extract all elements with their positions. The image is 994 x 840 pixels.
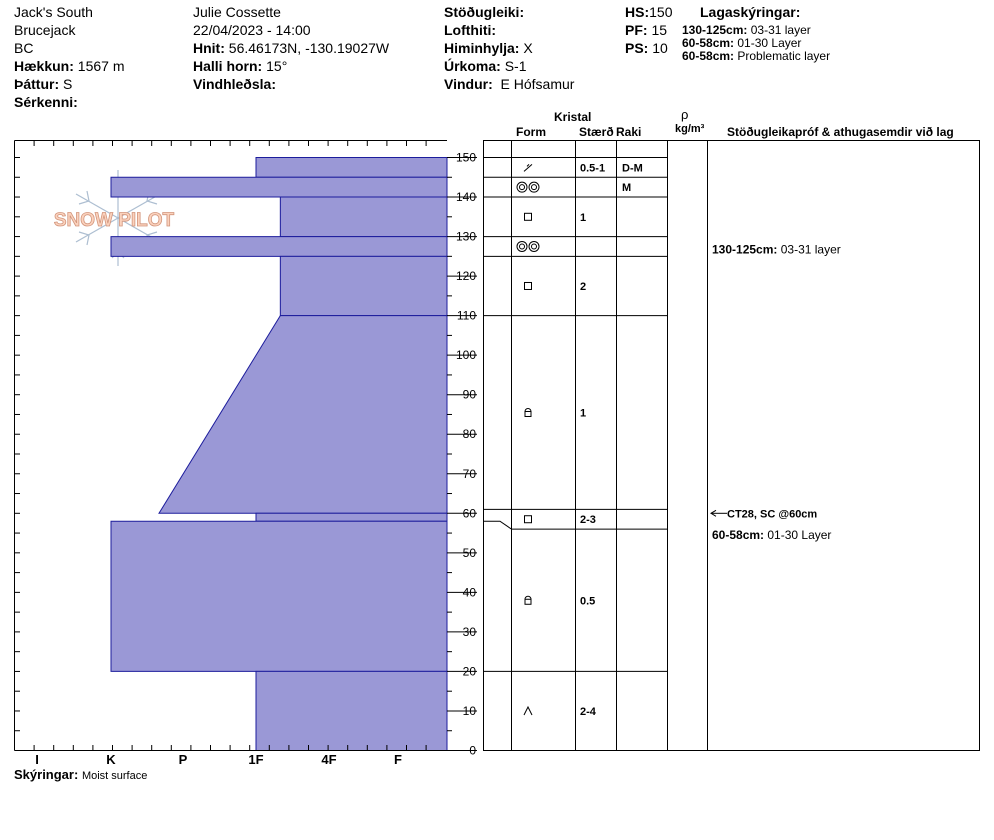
hardness-layer xyxy=(111,237,447,257)
layer-size: 1 xyxy=(580,407,587,420)
hardness-tick-label: K xyxy=(106,752,116,767)
layer-note-range: 130-125cm: xyxy=(682,23,748,37)
layer-note-text: 01-30 Layer xyxy=(737,36,802,50)
observer: Julie Cossette xyxy=(193,4,281,20)
area: Brucejack xyxy=(14,22,76,38)
depth-tick-label: 50 xyxy=(462,545,476,560)
layer-size: 1 xyxy=(580,211,587,224)
depth-tick-label: 150 xyxy=(455,150,476,165)
coords-value: 56.46173N, -130.19027W xyxy=(228,40,390,56)
square-shape xyxy=(525,213,532,220)
faceted-icon xyxy=(525,213,532,220)
layer-size: 2-3 xyxy=(580,514,596,527)
stability-label: Stöðugleiki: xyxy=(444,4,525,20)
layer-size: 0.5-1 xyxy=(580,162,606,175)
location: Jack's South xyxy=(14,4,93,20)
wind-label: Vindur: xyxy=(444,76,493,92)
comments-label: Skýringar: xyxy=(14,767,79,782)
layer-annotation xyxy=(712,528,831,542)
depth-tick-label: 40 xyxy=(462,585,476,600)
precip-value: S-1 xyxy=(504,58,527,74)
hardness-layer xyxy=(111,521,447,671)
hardness-tick-labels xyxy=(35,752,402,767)
melt-circle xyxy=(517,241,527,251)
aspect-value: S xyxy=(63,76,73,92)
layer-connector xyxy=(484,521,512,529)
hardness-tick-label: F xyxy=(394,752,402,767)
melt-circle xyxy=(529,182,539,192)
datetime: 22/04/2023 - 14:00 xyxy=(193,22,311,38)
pf-value: 15 xyxy=(651,22,668,38)
hardness-layer xyxy=(280,197,447,237)
decomposing-fragments-icon xyxy=(524,164,532,171)
pf-label: PF: xyxy=(625,22,648,38)
wind-loading-label: Vindhleðsla: xyxy=(193,76,276,92)
depth-tick-label: 10 xyxy=(462,703,476,718)
crystal-header: Kristal xyxy=(554,110,592,124)
fragment-stroke xyxy=(527,164,529,166)
depth-tick-label: 100 xyxy=(455,348,476,363)
hs-label: HS: xyxy=(625,4,650,20)
depth-tick-label: 20 xyxy=(462,664,476,679)
slope-label: Halli horn: xyxy=(193,58,263,74)
layer-notes-title: Lagaskýringar: xyxy=(700,4,801,20)
ps-value: 10 xyxy=(652,40,668,56)
depth-tick-label: 70 xyxy=(462,466,476,481)
layer-size: 2-4 xyxy=(580,705,596,718)
elevation-label: Hækkun: xyxy=(14,58,74,74)
region: BC xyxy=(14,40,34,56)
layer-annotations xyxy=(711,242,841,542)
hardness-layer xyxy=(159,316,447,514)
caret-shape xyxy=(524,707,532,715)
moisture-header: Raki xyxy=(616,125,642,139)
tests-header: Stöðugleikapróf & athugasemdir við lag xyxy=(727,125,954,139)
annotation-range: 60-58cm: xyxy=(712,528,765,543)
depth-tick-label: 140 xyxy=(455,190,476,205)
hardness-layer xyxy=(256,158,447,178)
layer-moisture: D-M xyxy=(622,162,643,175)
hardness-layer xyxy=(280,256,447,315)
square-shape xyxy=(525,599,531,604)
hardness-layer xyxy=(256,513,447,521)
rho-header: ρ xyxy=(681,107,689,122)
hardness-tick-label: I xyxy=(35,752,39,767)
square-shape xyxy=(525,411,531,416)
annotation-range: 130-125cm: xyxy=(712,242,778,257)
depth-tick-label: 130 xyxy=(455,229,476,244)
faceted-rounding-icon xyxy=(525,408,531,416)
hardness-profile xyxy=(111,158,447,751)
size-header: Stærð xyxy=(579,125,614,139)
depth-tick-label: 90 xyxy=(462,387,476,402)
faceted-icon xyxy=(525,516,532,523)
precip-label: Úrkoma: xyxy=(444,58,501,74)
annotation-text: 01-30 Layer xyxy=(764,528,832,543)
depth-tick-label: 80 xyxy=(462,427,476,442)
layer-moisture: M xyxy=(622,182,632,195)
layer-note-text: Problematic layer xyxy=(737,49,831,63)
table-frame xyxy=(484,141,980,751)
melt-circle-inner xyxy=(520,185,525,190)
form-header: Form xyxy=(516,125,546,139)
hardness-tick-label: 4F xyxy=(321,752,337,767)
depth-tick-label: 0 xyxy=(469,743,476,758)
melt-forms-icon xyxy=(517,241,539,251)
layer-table xyxy=(484,141,980,751)
comments-value: Moist surface xyxy=(81,770,148,782)
coords-label: Hnit: xyxy=(193,40,225,56)
faceted-rounding-icon xyxy=(525,596,531,604)
depth-tick-label: 30 xyxy=(462,624,476,639)
aspect-label: Þáttur: xyxy=(14,76,60,92)
layer-note-range: 60-58cm: xyxy=(682,36,735,50)
hardness-tick-label: 1F xyxy=(248,752,264,767)
depth-hoar-icon xyxy=(524,707,532,715)
slope-value: 15° xyxy=(266,58,288,74)
depth-tick-label: 120 xyxy=(455,269,476,284)
square-shape xyxy=(525,516,532,523)
specifics-label: Sérkenni: xyxy=(14,94,78,110)
hardness-tick-label: P xyxy=(178,752,188,767)
layer-note-text: 03-31 layer xyxy=(750,23,811,37)
layer-size: 2 xyxy=(580,280,587,293)
density-unit-header: kg/m³ xyxy=(675,123,705,135)
sky-value: X xyxy=(523,40,533,56)
layer-size: 0.5 xyxy=(580,595,596,608)
logo-text: SNOW PILOT xyxy=(53,210,175,231)
depth-tick-label: 110 xyxy=(456,308,476,323)
layer-annotation xyxy=(712,242,841,256)
air-temp-label: Lofthiti: xyxy=(444,22,497,38)
stability-test: CT28, SC @60cm xyxy=(727,508,818,521)
wind-value: E Hófsamur xyxy=(500,76,575,92)
hardness-layer xyxy=(111,177,447,197)
melt-circle-inner xyxy=(532,185,537,190)
melt-circle-inner xyxy=(532,244,537,249)
melt-circle xyxy=(517,182,527,192)
hardness-layer xyxy=(256,671,447,750)
faceted-icon xyxy=(525,282,532,289)
ps-label: PS: xyxy=(625,40,649,56)
annotation-text: 03-31 layer xyxy=(777,242,841,257)
melt-circle xyxy=(529,241,539,251)
depth-axis xyxy=(447,151,477,758)
sky-label: Himinhylja: xyxy=(444,40,520,56)
layer-note-range: 60-58cm: xyxy=(682,49,735,63)
hs-value: 150 xyxy=(649,4,673,20)
depth-tick-label: 60 xyxy=(462,506,476,521)
melt-forms-icon xyxy=(517,182,539,192)
elevation-value: 1567 m xyxy=(77,58,125,74)
square-shape xyxy=(525,282,532,289)
melt-circle-inner xyxy=(520,244,525,249)
